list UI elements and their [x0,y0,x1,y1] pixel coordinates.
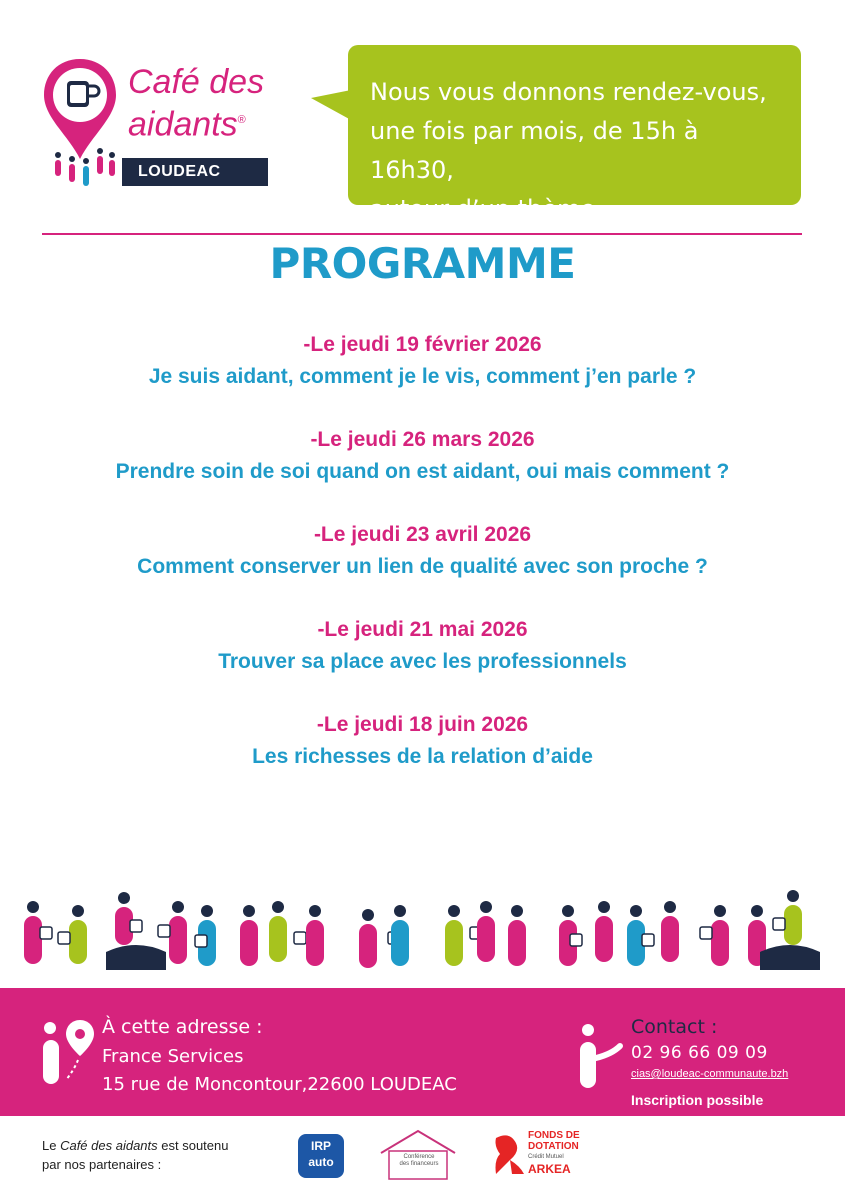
arkea-emblem-icon [492,1130,526,1176]
address-line-1: France Services [102,1046,244,1067]
speech-bubble-tail [311,90,351,120]
event-theme: Comment conserver un lien de qualité avec son proche ? [137,555,708,578]
contact-phone[interactable]: 02 96 66 09 09 [631,1043,768,1063]
programme-event [0,709,845,804]
address-line-2: 15 rue de Moncontour,22600 LOUDEAC [102,1074,457,1095]
footer-band [0,988,845,1116]
group-7 [700,890,820,970]
event-date: -Le jeudi 21 mai 2026 [317,618,528,641]
logo-title-line2: aidants [128,105,238,144]
programme-title: PROGRAMME [269,239,576,288]
programme-list [0,329,845,804]
contact-email-link[interactable]: cias@loudeac-communaute.bzh [631,1068,789,1080]
partners-text-italic: Café des aidants [60,1138,158,1153]
logo-title-line1: Café des [128,63,265,101]
fonds-de-dotation-arkea-logo [492,1130,582,1180]
event-theme: Prendre soin de soi quand on est aidant, oui mais comment ? [115,460,730,483]
arkea-line4: ARKEA [528,1162,571,1176]
logo-title [128,63,264,143]
address-label: À cette adresse : [102,1016,263,1038]
bubble-line-3: autour d’un thème. [370,195,603,223]
speech-bubble [348,45,801,223]
event-date: -Le jeudi 18 juin 2026 [316,713,529,736]
arkea-line3: Crédit Mutuel [528,1154,564,1160]
people-illustration [0,880,845,985]
programme-event [0,614,845,709]
irp-logo-line2: auto [308,1155,334,1169]
contact-person-icon [576,1022,624,1092]
divider-rule [42,233,802,235]
cafe-des-aidants-logo [40,55,280,195]
logo-people-icon [48,147,118,191]
logo-city-label: LOUDEAC [122,158,268,186]
irp-auto-logo [298,1134,344,1178]
partners-text-line2: par nos partenaires : [42,1157,162,1172]
partners-text-suffix: est soutenu [157,1138,229,1153]
group-5 [445,901,526,966]
programme-event [0,424,845,519]
registered-mark: ® [237,114,246,126]
programme-event [0,519,845,614]
partners-text-prefix: Le [42,1138,61,1153]
group-2 [106,892,216,970]
group-6 [559,901,679,966]
conference-logo-line2: des financeurs [399,1161,439,1167]
event-date: -Le jeudi 26 mars 2026 [310,428,535,451]
event-theme: Les richesses de la relation d’aide [252,745,593,768]
bubble-line-2: une fois par mois, de 15h à 16h30, [370,117,699,184]
event-date: -Le jeudi 23 avril 2026 [313,523,532,546]
location-person-icon [38,1018,98,1088]
arkea-line2: DOTATION [528,1141,579,1152]
event-theme: Trouver sa place avec les professionnels [218,650,627,673]
arkea-text [528,1130,580,1176]
bubble-line-1: Nous vous donnons rendez-vous, [370,78,767,106]
arkea-line1: FONDS DE [528,1130,580,1141]
conference-des-financeurs-logo [373,1127,463,1183]
event-date: -Le jeudi 19 février 2026 [303,333,542,356]
partners-statement [42,1136,228,1174]
contact-label: Contact : [631,1016,718,1038]
programme-event [0,329,845,424]
group-3 [240,901,324,966]
group-4 [359,905,409,968]
irp-logo-line1: IRP [310,1139,331,1153]
conference-logo-line1: Conférence [403,1154,435,1160]
registration-note: Inscription possible [631,1092,764,1108]
event-theme: Je suis aidant, comment je le vis, comment j’en parle ? [148,365,697,388]
group-1 [24,901,87,964]
